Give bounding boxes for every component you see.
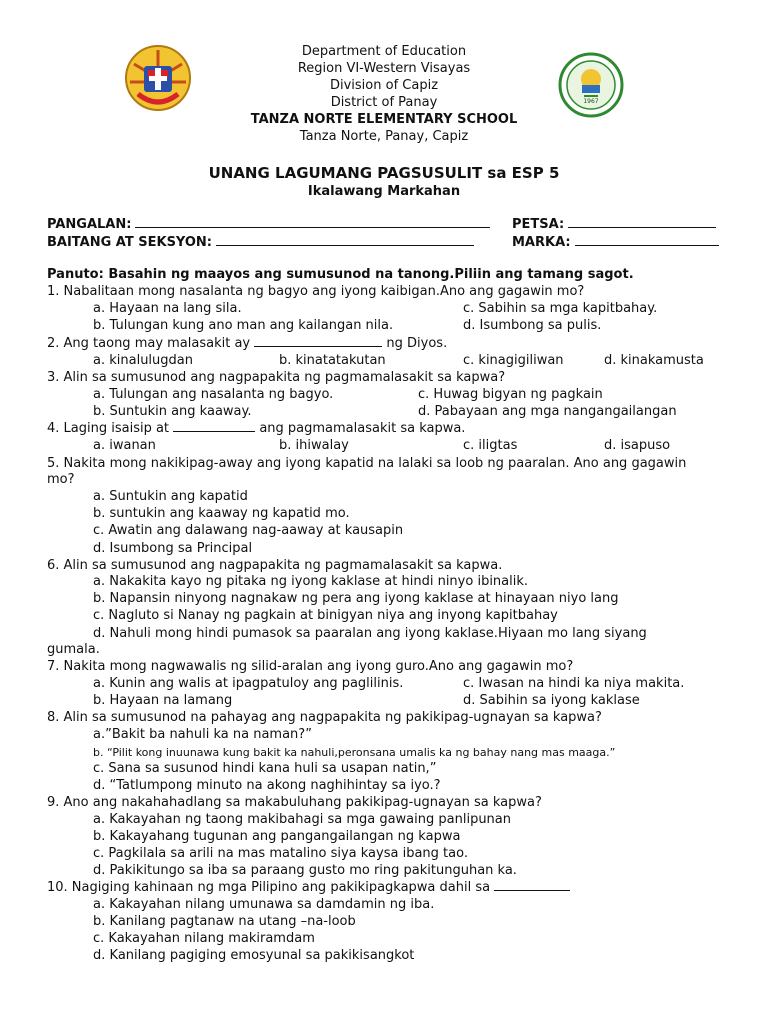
q4-option-a[interactable]: a. iwanan: [93, 438, 156, 453]
question-4: [47, 420, 465, 437]
name-label: PANGALAN:: [47, 217, 132, 232]
q6-option-d[interactable]: d. Nahuli mong hindi pumasok sa paaralan ang iyong kaklase.Hiyaan mo lang siyang: [93, 626, 647, 641]
q1-option-b[interactable]: b. Tulungan kung ano man ang kailangan nila.: [93, 318, 394, 333]
q6-option-d-cont: gumala.: [47, 642, 100, 657]
q2-option-b[interactable]: b. kinatatakutan: [279, 353, 386, 368]
exam-title: UNANG LAGUMANG PAGSUSULIT sa ESP 5: [208, 164, 560, 182]
q2-text-end: ng Diyos.: [386, 336, 448, 351]
q7-option-d[interactable]: d. Sabihin sa iyong kaklase: [463, 693, 640, 708]
q1-option-a[interactable]: a. Hayaan na lang sila.: [93, 301, 242, 316]
q8-option-d[interactable]: d. “Tatlumpong minuto na akong naghihintay sa iyo.?: [93, 778, 441, 793]
q4-text-end: ang pagmamalasakit sa kapwa.: [259, 421, 466, 436]
section-field[interactable]: [47, 233, 474, 250]
q5-option-c[interactable]: c. Awatin ang dalawang nag-aaway at kausapin: [93, 523, 404, 538]
q6-option-b[interactable]: b. Napansin ninyong nagnakaw ng pera ang iyong kaklase at hinayaan niyo lang: [93, 591, 619, 606]
svg-text:1967: 1967: [583, 98, 599, 105]
section-blank[interactable]: [216, 233, 474, 246]
question-10: [47, 879, 570, 896]
name-blank[interactable]: [135, 215, 490, 228]
score-blank[interactable]: [575, 233, 719, 246]
school-name: TANZA NORTE ELEMENTARY SCHOOL: [250, 112, 518, 127]
date-label: PETSA:: [512, 217, 565, 232]
q9-option-a[interactable]: a. Kakayahan ng taong makibahagi sa mga gawaing panlipunan: [93, 812, 512, 827]
school-address: Tanza Norte, Panay, Capiz: [299, 129, 469, 144]
q4-text-start: 4. Laging isaisip at: [47, 421, 170, 436]
q6-option-a[interactable]: a. Nakakita kayo ng pitaka ng iyong kaklase at hindi ninyo ibinalik.: [93, 574, 529, 589]
q2-blank: [254, 335, 382, 347]
name-field[interactable]: [47, 215, 490, 232]
q3-option-b[interactable]: b. Suntukin ang kaaway.: [93, 404, 252, 419]
q4-blank: [173, 420, 255, 432]
q2-option-d[interactable]: d. kinakamusta: [604, 353, 704, 368]
q2-option-c[interactable]: c. kinagigiliwan: [463, 353, 564, 368]
section-label: BAITANG AT SEKSYON:: [47, 235, 213, 250]
q2-option-a[interactable]: a. kinalulugdan: [93, 353, 193, 368]
division-line: Division of Capiz: [329, 78, 439, 93]
q8-option-b[interactable]: b. “Pilit kong inuunawa kung bakit ka nahuli,peronsana umalis ka ng bahay nang mas maaga.”: [93, 746, 616, 759]
region-line: Region VI-Western Visayas: [297, 61, 471, 76]
q6-option-c[interactable]: c. Nagluto si Nanay ng pagkain at binigyan niya ang inyong kapitbahay: [93, 608, 558, 623]
q9-option-c[interactable]: c. Pagkilala sa arili na mas matalino siya kaysa ibang tao.: [93, 846, 468, 861]
question-5: 5. Nakita mong nakikipag-away ang iyong kapatid na lalaki sa loob ng paaralan. Ano ang gagawin: [47, 456, 687, 471]
department-line: Department of Education: [301, 44, 467, 59]
score-field[interactable]: [512, 233, 719, 250]
q5-option-d[interactable]: d. Isumbong sa Principal: [93, 541, 253, 556]
q1-option-d[interactable]: d. Isumbong sa pulis.: [463, 318, 602, 333]
question-9: 9. Ano ang nakahahadlang sa makabuluhang pakikipag-ugnayan sa kapwa?: [47, 795, 542, 810]
question-2: [47, 335, 447, 352]
q7-option-a[interactable]: a. Kunin ang walis at ipagpatuloy ang paglilinis.: [93, 676, 404, 691]
q4-option-b[interactable]: b. ihiwalay: [279, 438, 349, 453]
q5-option-b[interactable]: b. suntukin ang kaaway ng kapatid mo.: [93, 506, 350, 521]
q4-option-c[interactable]: c. iligtas: [463, 438, 518, 453]
q8-option-a[interactable]: a.”Bakit ba nahuli ka na naman?”: [93, 727, 312, 742]
question-8: 8. Alin sa sumusunod na pahayag ang nagpapakita ng pakikipag-ugnayan sa kapwa?: [47, 710, 602, 725]
question-1: 1. Nabalitaan mong nasalanta ng bagyo ang iyong kaibigan.Ano ang gagawin mo?: [47, 284, 585, 299]
q9-option-d[interactable]: d. Pakikitungo sa iba sa paraang gusto mo ring pakitunguhan ka.: [93, 863, 517, 878]
q5-option-a[interactable]: a. Suntukin ang kapatid: [93, 489, 248, 504]
question-7: 7. Nakita mong nagwawalis ng silid-aralan ang iyong guro.Ano ang gagawin mo?: [47, 659, 574, 674]
q3-option-d[interactable]: d. Pabayaan ang mga nangangailangan: [418, 404, 677, 419]
q10-option-c[interactable]: c. Kakayahan nilang makiramdam: [93, 931, 315, 946]
q10-text: 10. Nagiging kahinaan ng mga Pilipino ang pakikipagkapwa dahil sa: [47, 880, 491, 895]
q10-option-b[interactable]: b. Kanilang pagtanaw na utang –na-loob: [93, 914, 356, 929]
q9-option-b[interactable]: b. Kakayahang tugunan ang pangangailangan ng kapwa: [93, 829, 461, 844]
date-field[interactable]: [512, 215, 716, 232]
q10-option-d[interactable]: d. Kanilang pagiging emosyunal sa pakikisangkot: [93, 948, 415, 963]
q10-blank: [494, 879, 570, 891]
date-blank[interactable]: [568, 215, 716, 228]
q7-option-b[interactable]: b. Hayaan na lamang: [93, 693, 233, 708]
q2-text-start: 2. Ang taong may malasakit ay: [47, 336, 251, 351]
question-5-cont: mo?: [47, 472, 75, 487]
instructions: Panuto: Basahin ng maayos ang sumusunod na tanong.Piliin ang tamang sagot.: [47, 267, 634, 282]
q3-option-a[interactable]: a. Tulungan ang nasalanta ng bagyo.: [93, 387, 334, 402]
q4-option-d[interactable]: d. isapuso: [604, 438, 671, 453]
q10-option-a[interactable]: a. Kakayahan nilang umunawa sa damdamin ng iba.: [93, 897, 435, 912]
question-6: 6. Alin sa sumusunod ang nagpapakita ng pagmamalasakit sa kapwa.: [47, 558, 503, 573]
q1-option-c[interactable]: c. Sabihin sa mga kapitbahay.: [463, 301, 658, 316]
question-3: 3. Alin sa sumusunod ang nagpapakita ng pagmamalasakit sa kapwa?: [47, 370, 506, 385]
district-line: District of Panay: [330, 95, 438, 110]
score-label: MARKA:: [512, 235, 571, 250]
q7-option-c[interactable]: c. Iwasan na hindi ka niya makita.: [463, 676, 685, 691]
q8-option-c[interactable]: c. Sana sa susunod hindi kana huli sa usapan natin,”: [93, 761, 437, 776]
exam-subtitle: Ikalawang Markahan: [307, 184, 461, 199]
q3-option-c[interactable]: c. Huwag bigyan ng pagkain: [418, 387, 603, 402]
